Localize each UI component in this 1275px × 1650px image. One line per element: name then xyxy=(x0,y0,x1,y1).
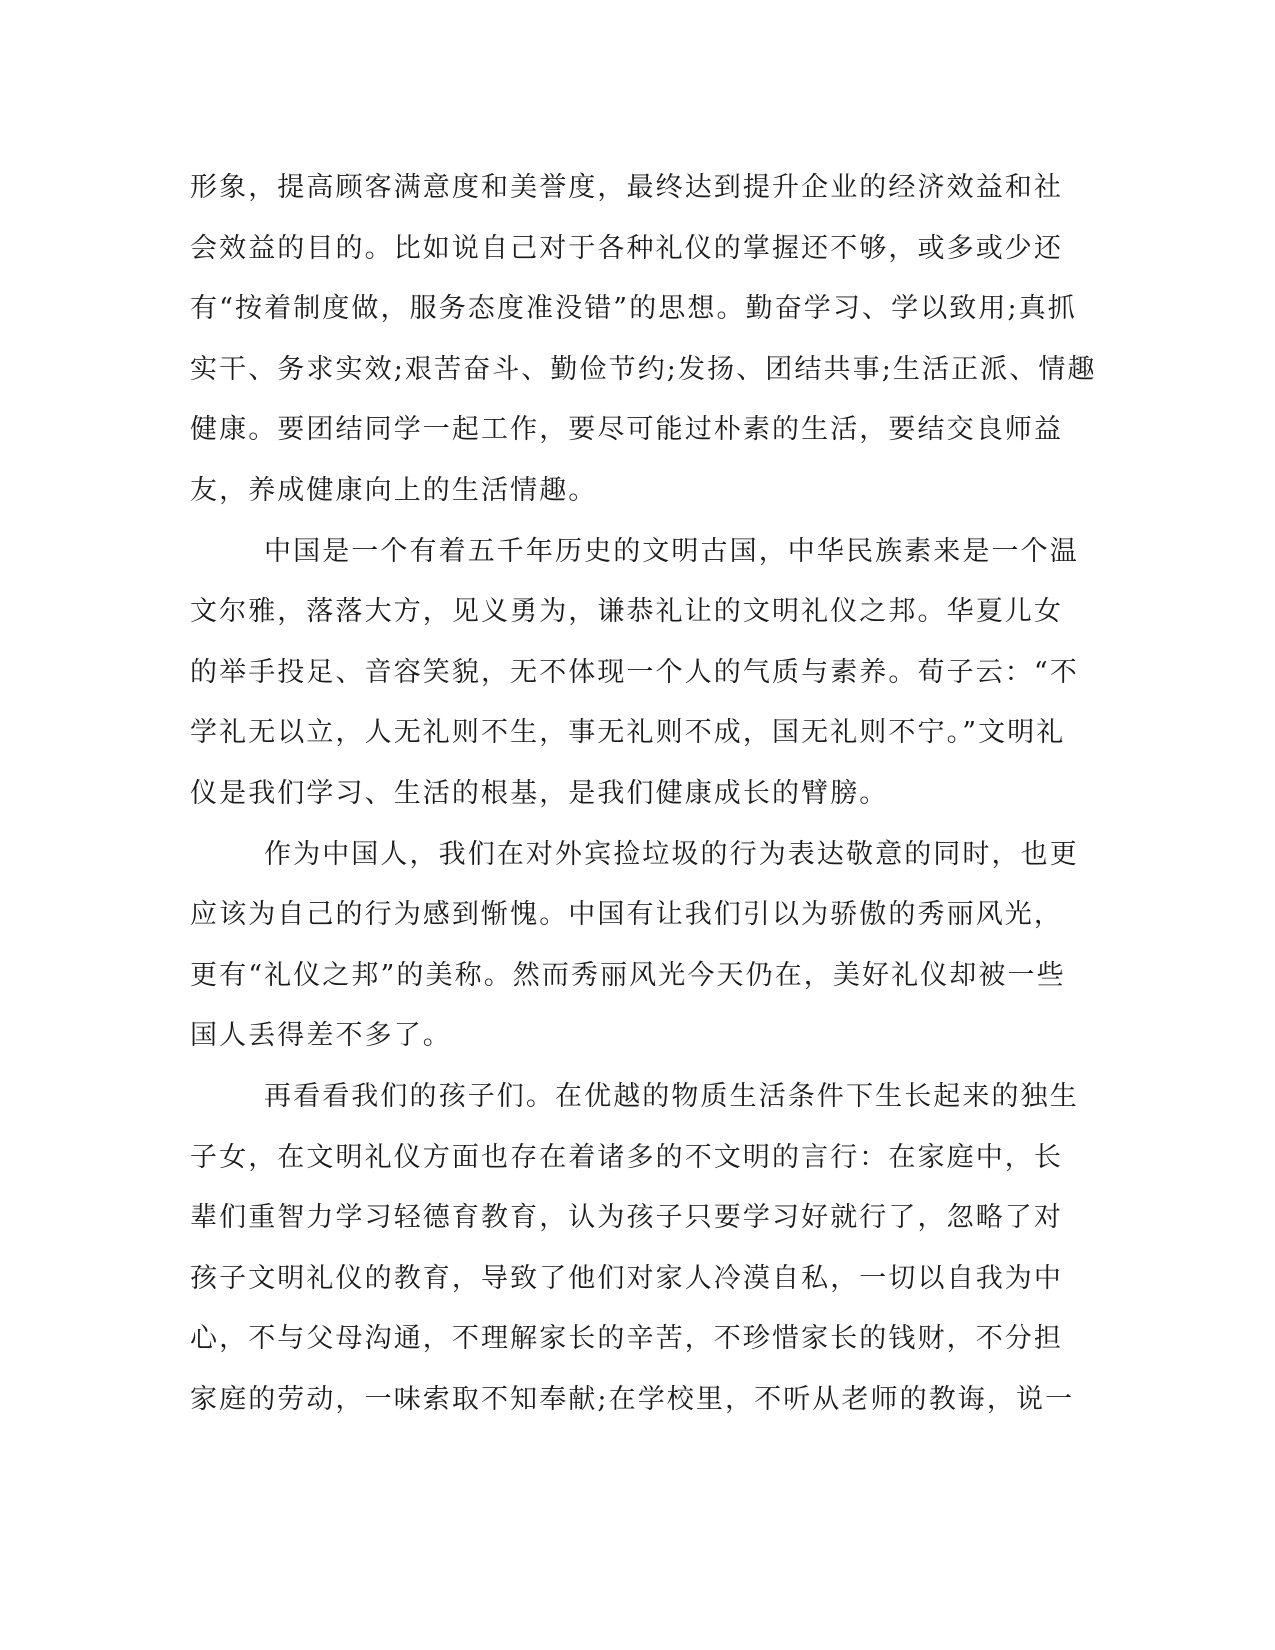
text-line: 仪是我们学习、生活的根基，是我们健康成长的臂膀。 xyxy=(190,777,889,809)
text-line: 子女，在文明礼仪方面也存在着诸多的不文明的言行：在家庭中，长 xyxy=(190,1141,1063,1173)
paragraph-first-line: 作为中国人，我们在对外宾捡垃圾的行为表达敬意的同时，也更 xyxy=(264,838,1079,870)
text-line: 会效益的目的。比如说自己对于各种礼仪的掌握还不够，或多或少还 xyxy=(190,232,1063,264)
text-line: 孩子文明礼仪的教育，导致了他们对家人冷漠自私，一切以自我为中 xyxy=(190,1262,1063,1294)
document-body xyxy=(190,158,1097,1430)
paragraph-first-line: 再看看我们的孩子们。在优越的物质生活条件下生长起来的独生 xyxy=(264,1080,1079,1112)
text-line: 形象，提高顾客满意度和美誉度，最终达到提升企业的经济效益和社 xyxy=(190,172,1063,203)
text-line: 文尔雅，落落大方，见义勇为，谦恭礼让的文明礼仪之邦。华夏儿女 xyxy=(190,596,1063,628)
text-line: 家庭的劳动，一味索取不知奉献;在学校里，不听从老师的教诲，说一 xyxy=(190,1383,1075,1415)
text-line: 健康。要团结同学一起工作，要尽可能过朴素的生活，要结交良师益 xyxy=(190,414,1063,446)
text-line: 有“按着制度做，服务态度准没错”的思想。勤奋学习、学以致用;真抓 xyxy=(190,293,1077,325)
text-line: 应该为自己的行为感到惭愧。中国有让我们引以为骄傲的秀丽风光， xyxy=(190,899,1063,931)
text-line: 学礼无以立，人无礼则不生，事无礼则不成，国无礼则不宁。”文明礼 xyxy=(190,717,1066,749)
text-line: 实干、务求实效;艰苦奋斗、勤俭节约;发扬、团结共事;生活正派、情趣 xyxy=(190,353,1097,385)
text-line: 的举手投足、音容笑貌，无不体现一个人的气质与素养。荀子云：“不 xyxy=(190,656,1079,688)
text-line: 心，不与父母沟通，不理解家长的辛苦，不珍惜家长的钱财，不分担 xyxy=(190,1323,1063,1355)
text-line: 国人丢得差不多了。 xyxy=(190,1020,452,1052)
text-line: 友，养成健康向上的生活情趣。 xyxy=(190,474,598,506)
text-line: 更有“礼仪之邦”的美称。然而秀丽风光今天仍在，美好礼仪却被一些 xyxy=(190,959,1066,991)
text-line: 辈们重智力学习轻德育教育，认为孩子只要学习好就行了，忽略了对 xyxy=(190,1202,1063,1234)
paragraph-first-line: 中国是一个有着五千年历史的文明古国，中华民族素来是一个温 xyxy=(264,535,1079,567)
